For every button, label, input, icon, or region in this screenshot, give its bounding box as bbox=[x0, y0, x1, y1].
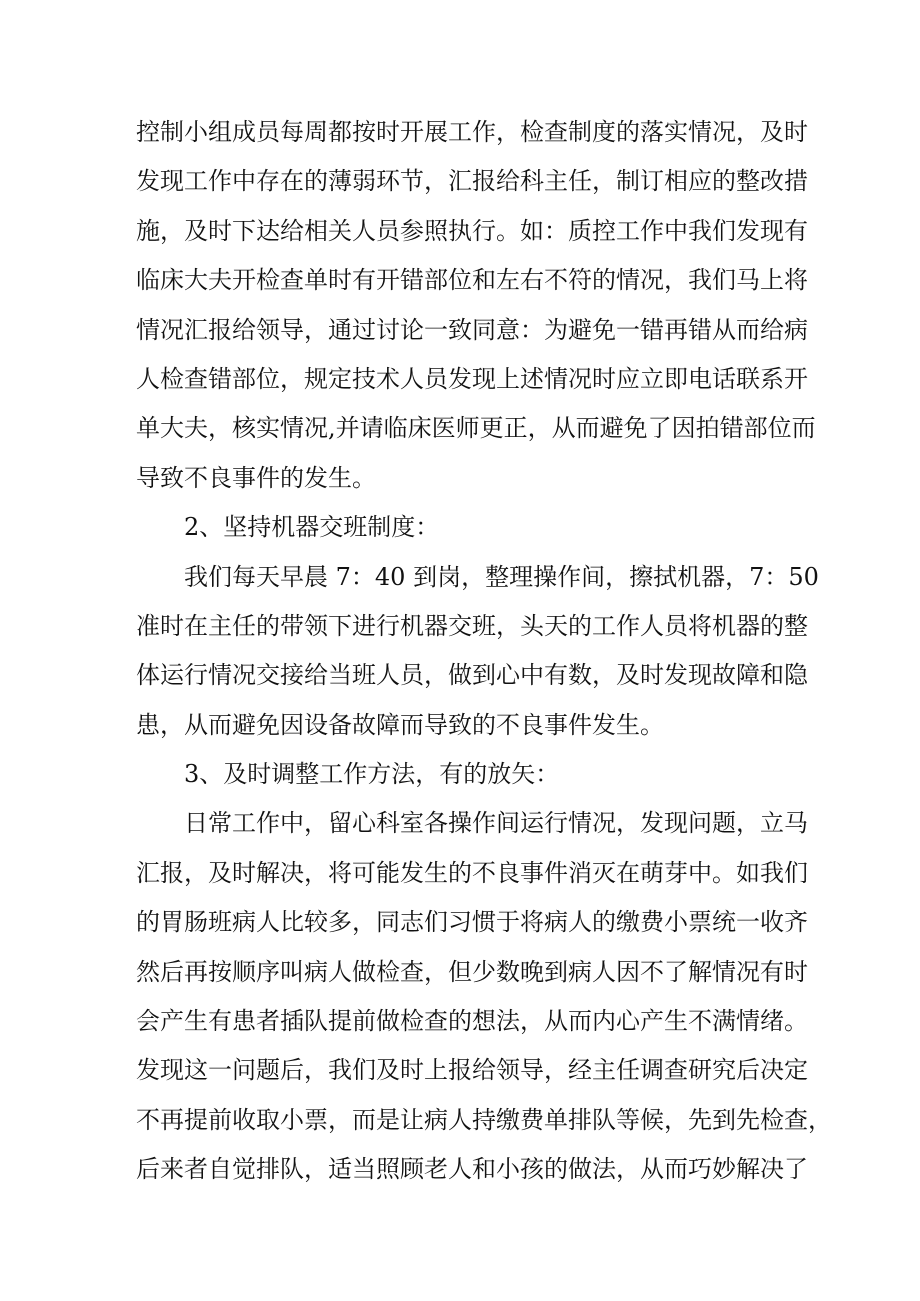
text-line: 我们每天早晨 7：40 到岗，整理操作间，擦拭机器，7：50 bbox=[184, 562, 819, 591]
paragraph-adjust-methods bbox=[136, 799, 832, 1194]
text-line: 人检查错部位，规定技术人员发现上述情况时应立即电话联系开 bbox=[136, 364, 808, 393]
text-line: 临床大夫开检查单时有开错部位和左右不符的情况，我们马上将 bbox=[136, 266, 808, 295]
document-body bbox=[136, 108, 832, 1195]
text-line: 准时在主任的带领下进行机器交班，头天的工作人员将机器的整 bbox=[136, 611, 808, 640]
text-line: 发现这一问题后，我们及时上报给领导，经主任调查研究后决定 bbox=[136, 1056, 808, 1085]
text-line: 情况汇报给领导，通过讨论一致同意：为避免一错再错从而给病 bbox=[136, 315, 808, 344]
text-line: 然后再按顺序叫病人做检查，但少数晚到病人因不了解情况有时 bbox=[136, 957, 808, 986]
section-heading-adjust-methods: 3、及时调整工作方法，有的放矢： bbox=[184, 760, 560, 789]
paragraph-quality-control bbox=[136, 108, 816, 503]
text-line: 导致不良事件的发生。 bbox=[136, 463, 376, 492]
text-line: 单大夫，核实情况,并请临床医师更正，从而避免了因拍错部位而 bbox=[136, 414, 816, 443]
text-line: 后来者自觉排队，适当照顾老人和小孩的做法，从而巧妙解决了 bbox=[136, 1155, 808, 1184]
text-line: 汇报，及时解决，将可能发生的不良事件消灭在萌芽中。如我们 bbox=[136, 858, 808, 887]
text-line: 发现工作中存在的薄弱环节，汇报给科主任，制订相应的整改措 bbox=[136, 167, 808, 196]
section-heading-machine-handover: 2、坚持机器交班制度： bbox=[184, 513, 440, 542]
text-line: 不再提前收取小票，而是让病人持缴费单排队等候，先到先检查， bbox=[136, 1105, 832, 1134]
paragraph-machine-handover bbox=[136, 553, 819, 751]
text-line: 施，及时下达给相关人员参照执行。如：质控工作中我们发现有 bbox=[136, 216, 808, 245]
text-line: 体运行情况交接给当班人员，做到心中有数，及时发现故障和隐 bbox=[136, 661, 808, 690]
text-line: 控制小组成员每周都按时开展工作，检查制度的落实情况，及时 bbox=[136, 118, 808, 146]
text-line: 患，从而避免因设备故障而导致的不良事件发生。 bbox=[136, 710, 664, 739]
text-line: 的胃肠班病人比较多，同志们习惯于将病人的缴费小票统一收齐 bbox=[136, 908, 808, 937]
text-line: 会产生有患者插队提前做检查的想法，从而内心产生不满情绪。 bbox=[136, 1007, 808, 1036]
text-line: 日常工作中，留心科室各操作间运行情况，发现问题，立马 bbox=[184, 809, 808, 838]
